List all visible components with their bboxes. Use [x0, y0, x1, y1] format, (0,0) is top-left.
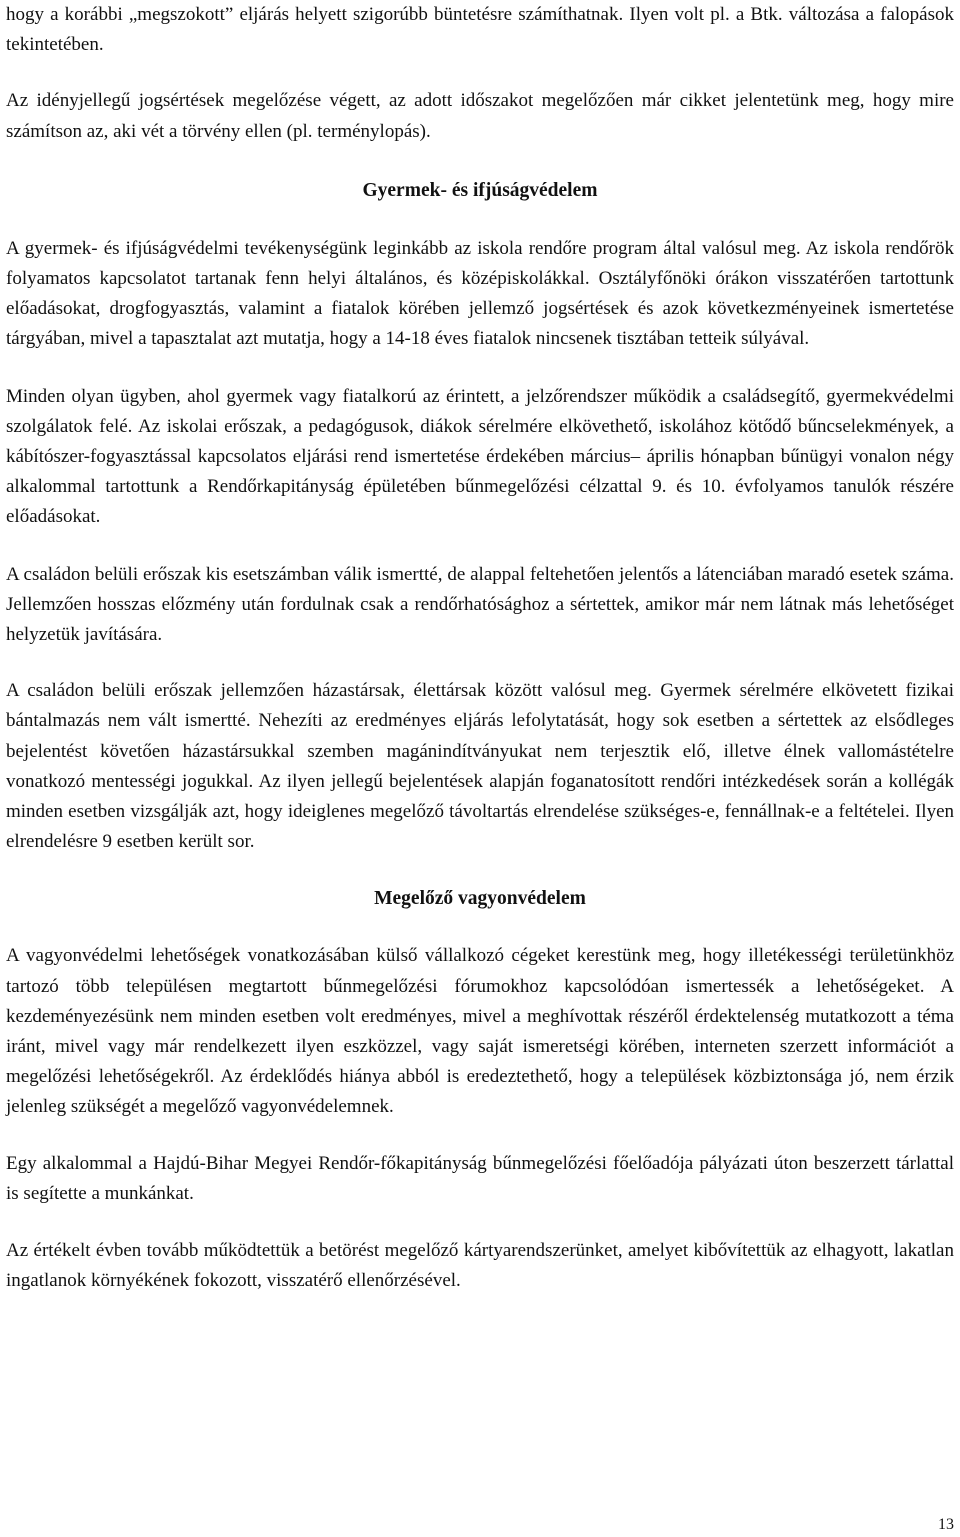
- paragraph-exhibition: Egy alkalommal a Hajdú-Bihar Megyei Rendőr-főkapitányság bűnmegelőzési főelőadója pályázati úton beszerzett tárlattal is segítette a munkánkat.: [6, 1152, 954, 1204]
- paragraph-signal-system: Minden olyan ügyben, ahol gyermek vagy fiatalkorú az érintett, a jelzőrendszer működik a családsegítő, gyermekvédelmi szolgálatok felé. Az iskolai erőszak, a pedagógusok, diákok sérelmére elkövethető, iskolához kötődő bűncselekmények, a kábítószer-fogyasztással kapcsolatos eljárási rend ismertetése érdekében március– április hónapban bűnügyi vonalon négy alkalommal tartottunk a Rendőrkapitányság épületében bűnmegelőzési célzattal 9. és 10. évfolyamos tanulók részére előadásokat.: [6, 385, 954, 528]
- heading-property-protection: Megelőző vagyonvédelem: [374, 888, 586, 910]
- page-number: 13: [938, 1516, 954, 1533]
- paragraph-card-system: Az értékelt évben tovább működtettük a betörést megelőző kártyarendszerünket, amelyet kibővítettük az elhagyott, lakatlan ingatlanok környékének fokozott, visszatérő ellenőrzésével.: [6, 1240, 954, 1292]
- paragraph-seasonal-offences: Az idényjellegű jogsértések megelőzése végett, az adott időszakot megelőzően már cikket jelentetünk meg, hogy mire számítson az, aki vét a törvény ellen (pl. terménylopás).: [6, 90, 954, 142]
- paragraph-intro-penalty: hogy a korábbi „megszokott” eljárás helyett szigorúbb büntetésre számíthatnak. Ilyen volt pl. a Btk. változása a falopások tekintetében.: [6, 4, 954, 56]
- paragraph-domestic-violence-latency: A családon belüli erőszak kis esetszámban válik ismertté, de alappal feltehetően jelentős a látenciában maradó esetek száma. Jellemzően hosszas előzmény után fordulnak csak a rendőrhatósághoz a sértettek, amikor már nem látnak más lehetőséget helyzetük javítására.: [6, 563, 954, 646]
- document-page: [6, 0, 954, 1297]
- paragraph-domestic-violence-procedure: A családon belüli erőszak jellemzően házastársak, élettársak között valósul meg. Gyermek sérelmére elkövetett fizikai bántalmazás nem vált ismertté. Nehezíti az eredményes eljárás lefolytatását, hogy sok esetben a sértettek az elsődleges bejelentést követően házastársukkal szemben magánindítványukat nem terjesztik elő, illetve élnek vallomástételre vonatkozó mentességi jogukkal. Az ilyen jellegű bejelentések alapján foganatosított rendőri intézkedések során a kollégák minden esetben vizsgálják azt, hogy ideiglenes megelőző távoltartás elrendelése szükséges-e, fennállnak-e a feltételei. Ilyen elrendelésre 9 esetben került sor.: [6, 680, 954, 853]
- paragraph-school-police: A gyermek- és ifjúságvédelmi tevékenységünk leginkább az iskola rendőre program által valósul meg. Az iskola rendőrök folyamatos kapcsolatot tartanak fenn helyi általános, és középiskolákkal. Osztályfőnöki órákon visszatérően tartottunk előadásokat, drogfogyasztás, valamint a fiatalok körében jellemző jogsértések és azok következményeinek ismertetése tárgyában, mivel a tapasztalat azt mutatja, hogy a 14-18 éves fiatalok nincsenek tisztában tetteik súlyával.: [6, 237, 954, 350]
- heading-youth-protection: Gyermek- és ifjúságvédelem: [362, 179, 598, 201]
- paragraph-property-forums: A vagyonvédelmi lehetőségek vonatkozásában külső vállalkozó cégeket kerestünk meg, hogy illetékességi területünkhöz tartozó több településen megtartott bűnmegelőzési fórumokhoz kapcsolódóan ismertessék a lehetőségeket. A kezdeményezésünk nem minden esetben volt eredményes, mivel a meghívottak részéről érdektelenség mutatkozott a téma iránt, mivel vagy már rendelkezett ilyen eszközzel, vagy saját ismeretségi körében, interneten szerzett információt a megelőzési lehetőségekről. Az érdeklődés hiánya abból is eredeztethető, hogy a települések közbiztonsága jó, nem érzik jelenleg szükségét a megelőző vagyonvédelemnek.: [6, 945, 954, 1118]
